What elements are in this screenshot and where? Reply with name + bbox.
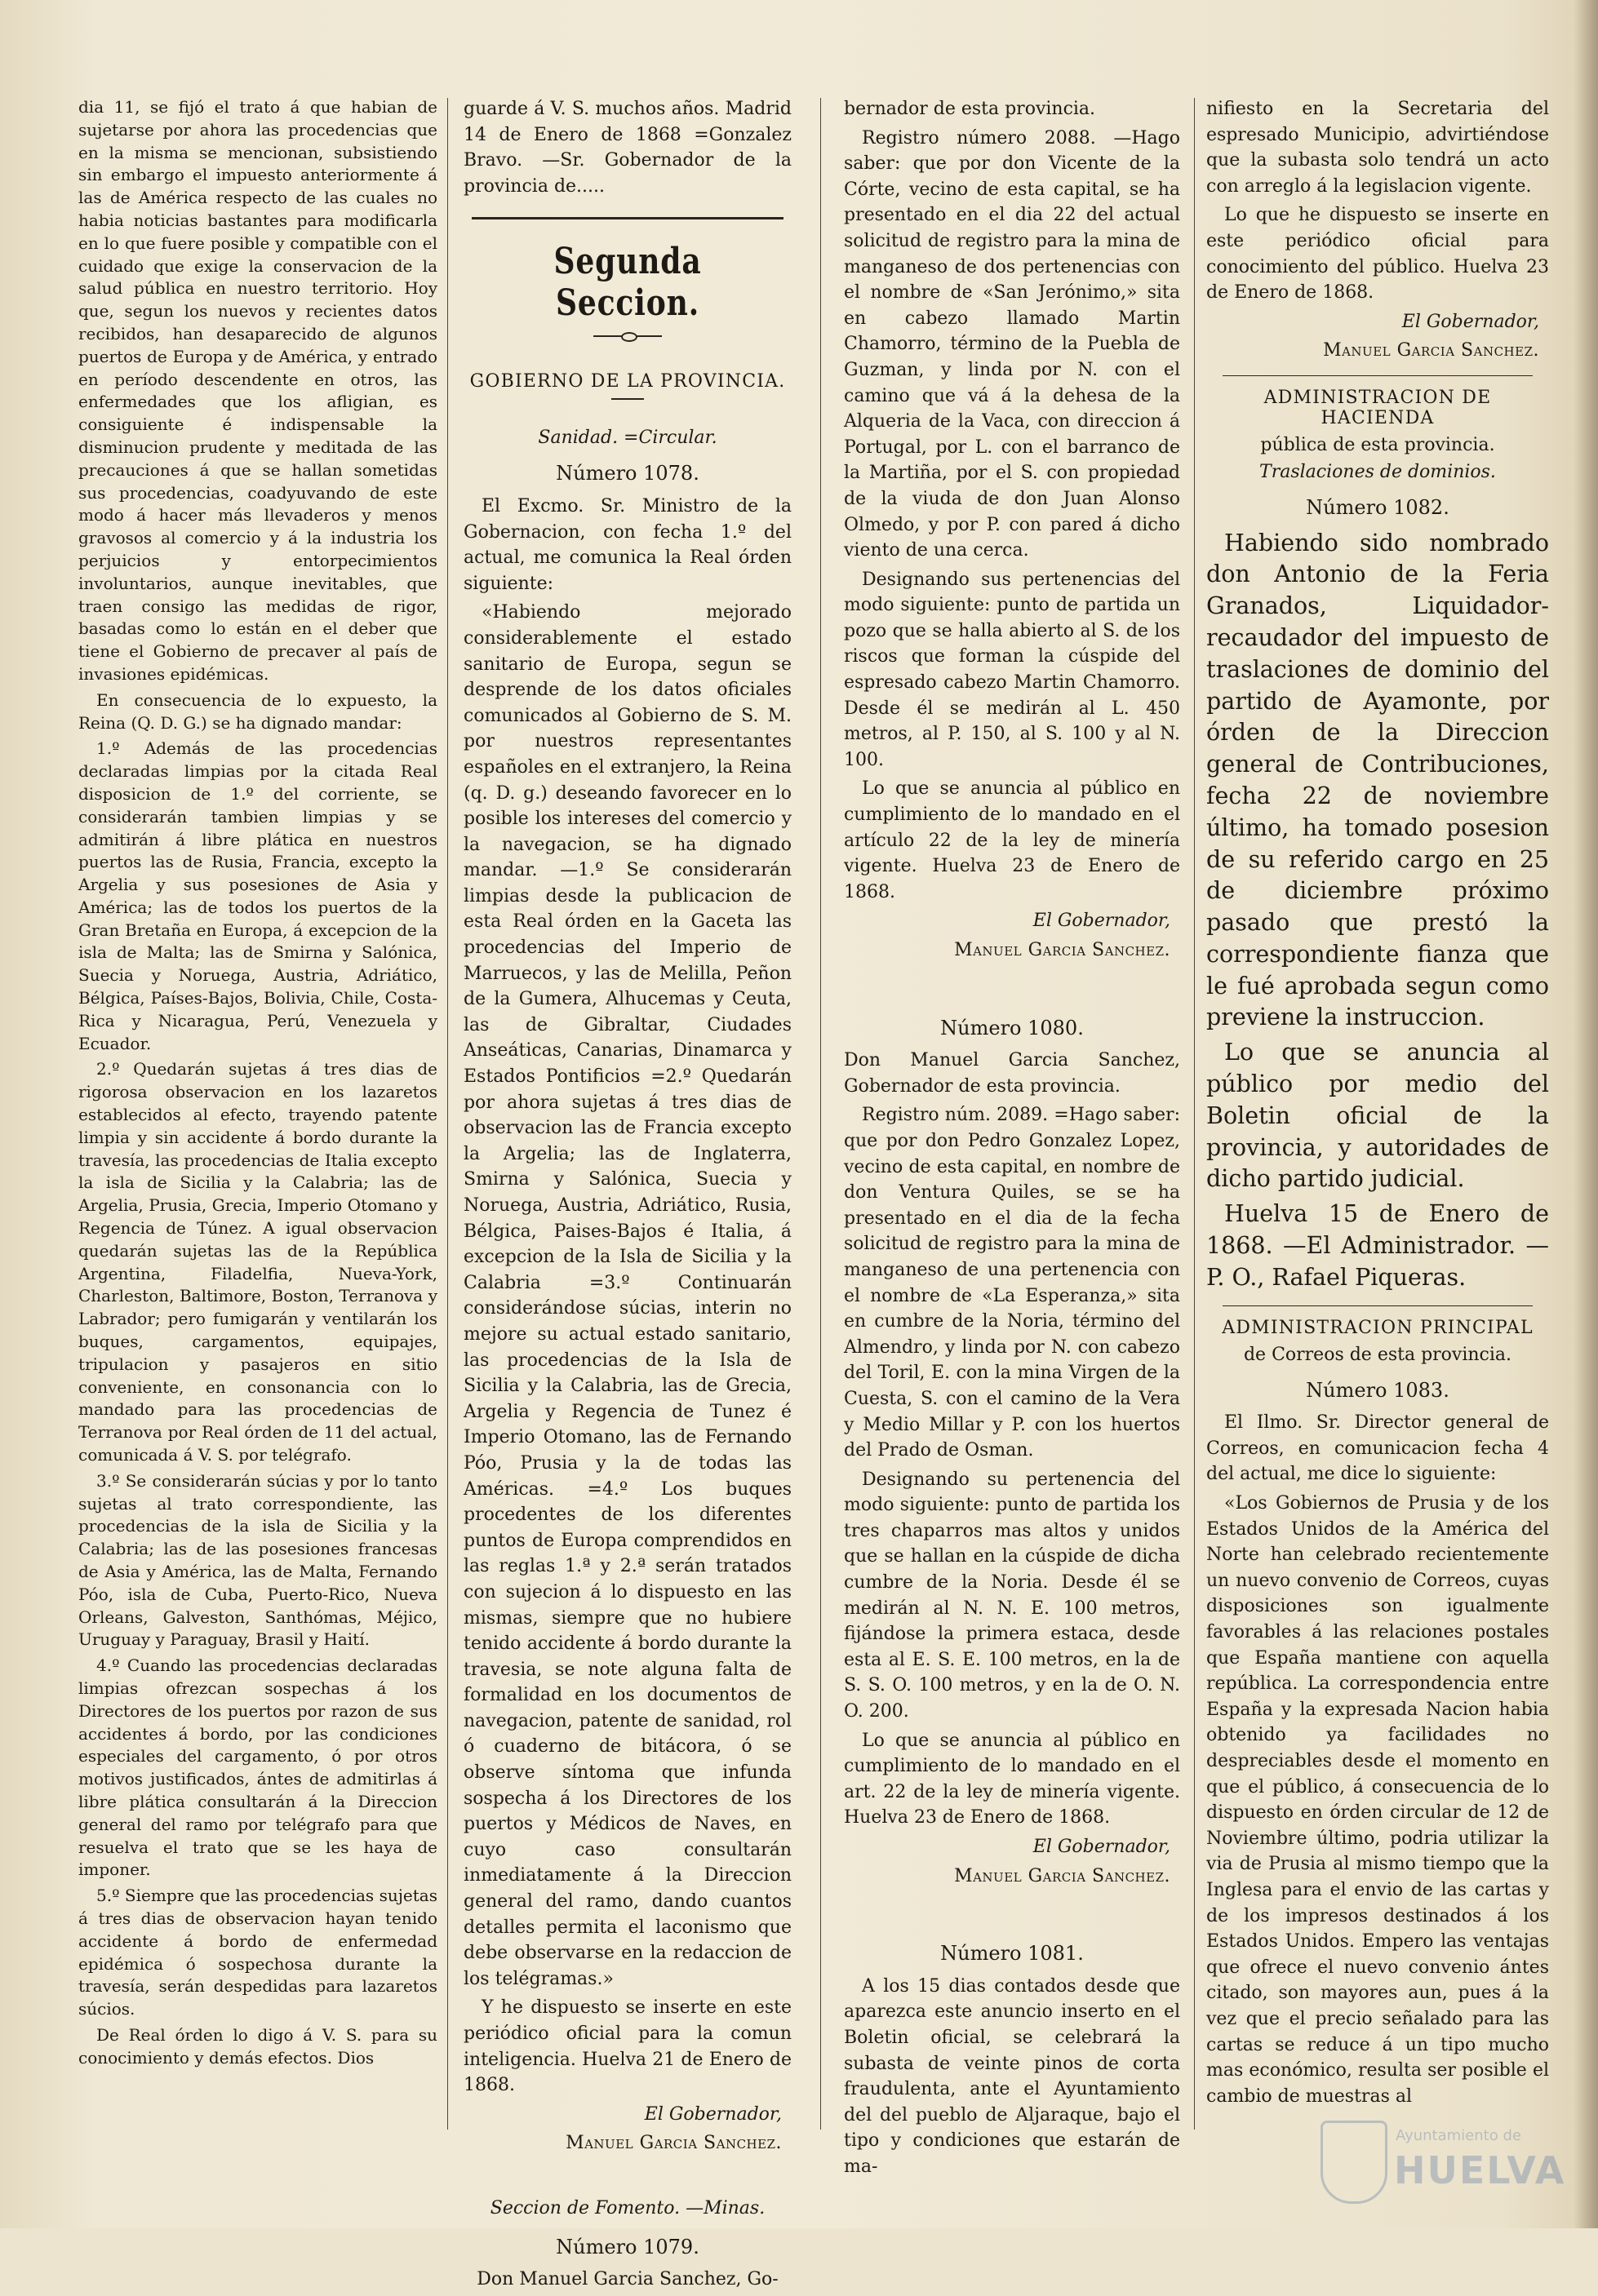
column-rule	[1194, 98, 1195, 2130]
coat-of-arms-icon	[1321, 2121, 1387, 2204]
column-3	[844, 96, 1180, 2183]
section-title: Segunda Seccion.	[553, 241, 702, 325]
archive-watermark	[1321, 2116, 1565, 2205]
paragraph: 4.º Cuando las procedencias declaradas limpias ofrezcan sospechas á los Directores de los puertos por razon de sus accidentes á bordo, por las condiciones especiales del cargamento, ó por otros motivos justificados, ántes de admitirlas á libre plática consultarán á la Direccion general del ramo por telégrafo para que resuelva el trato que se les haya de imponer.	[78, 1656, 437, 1880]
section-heading: GOBIERNO DE LA PROVINCIA.	[469, 371, 786, 392]
paragraph: nifiesto en la Secretaria del espresado Municipio, advirtiéndose que la subasta solo tendrá un acto con arreglo á la legislacion vigente.	[1206, 99, 1549, 197]
paragraph: El Excmo. Sr. Ministro de la Gobernacion, con fecha 1.º del actual, me comunica la Real órden siguiente:	[464, 495, 792, 594]
paragraph: Lo que se anuncia al público en cumplimiento de lo mandado en el artículo 22 de la ley de minería vigente. Huelva 23 de Enero de 1868.	[844, 778, 1180, 902]
paragraph: Designando su pertenencia del modo siguiente: punto de partida los tres chaparros mas altos y unidos que se hallan en la cúspide de dicha cumbre de la Noria. Desde él se medirán al N. N. E. 100 metros, fijándose la primera estaca, desde esta al E. S. E. 100 metros, en la de S. S. O. 100 metros, y en la de O. N. O. 200.	[844, 1469, 1180, 1722]
paragraph: El Ilmo. Sr. Director general de Correos, en comunicacion fecha 4 del actual, me dice lo siguiente:	[1206, 1412, 1549, 1485]
column-rule	[447, 98, 448, 2130]
watermark-title: HUELVA	[1394, 2148, 1566, 2192]
section-divider	[1223, 1305, 1533, 1306]
paragraph: En consecuencia de lo expuesto, la Reina (Q. D. G.) se ha dignado mandar:	[78, 689, 437, 733]
paragraph: Registro núm. 2089. =Hago saber: que por don Pedro Gonzalez Lopez, vecino de esta capital, en nombre de don Ventura Quiles, se se ha presentado en el dia de la fecha solicitud de registro para la mina de manganeso de una pertenencia con el nombre de «La Esperanza,» sita en cumbre de la Noria, término del Almendro, y linda por N. con cabezo del Toril, E. con la mina Virgen de la Cuesta, S. con el camino de la Vera y Medio Millar y P. con los huertos del Prado de Osman.	[844, 1105, 1180, 1461]
notice-number: Número 1078.	[556, 462, 699, 485]
notice-number: Número 1079.	[556, 2235, 699, 2258]
signature-title: El Gobernador,	[1401, 311, 1539, 332]
column-rule	[820, 98, 821, 2130]
notice-number: Número 1081.	[940, 1942, 1084, 1966]
signature-title: El Gobernador,	[1032, 911, 1170, 932]
signature-title: El Gobernador,	[644, 2103, 782, 2125]
column-2	[464, 96, 792, 2296]
paragraph: «Habiendo mejorado considerablemente el estado sanitario de Europa, segun se desprende de los datos oficiales comunicados al Gobierno de S. M. por nuestros representantes españoles en el extranjero, la Reina (q. D. g.) deseando favorecer en lo posible los intereses del comercio y la navegacion, se ha dignado mandar. —1.º Se considerarán limpias desde la publicacion de esta Real órden en la Gaceta las procedencias del Imperio de Marruecos, y las de Melilla, Peñon de la Gumera, Alhucemas y Ceuta, las de Gibraltar, Ciudades Anseáticas, Canarias, Dinamarca y Estados Pontificios =2.º Quedarán por ahora sujetas á tres dias de observacion las de Francia excepto la Argelia; las de Inglaterra, Smirna y Salónica, Suecia y Noruega, Austria, Adriático, Rusia, Bélgica, Paises-Bajos é Italia, á excepcion de la Isla de Sicilia y la Calabria =3.º Continuarán considerándose súcias, interin no mejore su actual estado sanitario, las procedencias de la Isla de Sicilia y la Calabria, las de Grecia, Argelia y Regencia de Tunez é Imperio Otomano, las de Fernando Póo, Prusia y la de todas las Américas. =4.º Los buques procedentes de los diferentes puntos de Europa comprendidos en las reglas 1.ª y 2.ª serán tratados con sujecion á lo dispuesto en las mismas, siempre que no hubiere tenido accidente á bordo durante la travesia, se note alguna falta de formalidad en los documentos de navegacion, patente de sanidad, rol ó cuaderno de bitácora, ó se observe síntoma que infunda sospecha á los Directores de los puertos y Médicos de Naves, en cuyo caso consultarán inmediatamente á la Direccion general del ramo, dando cuantos detalles permita el laconismo que debe observarse en la redaccion de los telégramas.»	[464, 602, 792, 1989]
paragraph: 2.º Quedarán sujetas á tres dias de rigorosa observacion en los lazaretos establecidos al efecto, trayendo patente limpia y sin accidente á bordo durante la travesía, las procedencias de Italia excepto la isla de Sicilia y la Calabria; las de Argelia, Prusia, Grecia, Imperio Otomano y Regencia de Túnez. A igual observacion quedarán sujetas las de la República Argentina, Filadelfia, Nueva-York, Charleston, Baltimore, Boston, Terranova y Labrador; pero fumigarán y ventilarán los buques, cargamentos, equipajes, tripulacion y pasajeros en sitio conveniente, en consonancia con lo mandado para las procedencias de Terranova por Real órden de 11 del actual, comunicada á V. S. por telégrafo.	[78, 1059, 437, 1465]
paragraph: guarde á V. S. muchos años. Madrid 14 de Enero de 1868 =Gonzalez Bravo. —Sr. Gobernador de la provincia de.....	[464, 99, 792, 197]
page-edge-shadow	[1574, 0, 1598, 2228]
paragraph: A los 15 dias contados desde que aparezca este anuncio inserto en el Boletin oficial, se celebrará la subasta de veinte pinos de corta fraudulenta, ante el Ayuntamiento del del pueblo de Aljaraque, bajo el tipo y condiciones que estarán de ma-	[844, 1975, 1180, 2177]
notice-number: Número 1080.	[940, 1016, 1084, 1039]
paragraph: «Los Gobiernos de Prusia y de los Estados Unidos de la América del Norte han celebrado recientemente un nuevo convenio de Correos, cuyas disposiciones son igualmente favorables á las relaciones postales que España mantiene con aquella república. La correspondencia entre España y la expresada Nacion habia obtenido ya facilidades no despreciables desde el momento en que el público, á consecuencia de lo dispuesto en órden circular de 12 de Noviembre último, podria utilizar la via de Prusia al mismo tiempo que la Inglesa para el envio de las cartas y de los impresos destinados á los Estados Unidos. Empero las ventajas que ofrece el nuevo convenio ántes citado, son mayores aun, pues á la vez que el precio señalado para las cartas se reduce á un tipo mucho mas económico, resulta ser posible el cambio de muestras al	[1206, 1493, 1549, 2107]
subheading: de Correos de esta provincia.	[1243, 1344, 1512, 1365]
column-1	[78, 96, 437, 2073]
paragraph: Don Manuel Garcia Sanchez, Go-	[477, 2269, 779, 2290]
paragraph: Lo que he dispuesto se inserte en este periódico oficial para conocimiento del público. Huelva 23 de Enero de 1868.	[1206, 205, 1549, 304]
paragraph: 5.º Siempre que las procedencias sujetas á tres dias de observacion hayan tenido accidente á bordo de enfermedad epidémica ó sospechosa durante la travesía, serán despedidas para lazaretos súcios.	[78, 1886, 437, 2019]
subheading: Traslaciones de dominios.	[1259, 461, 1496, 482]
paragraph: dia 11, se fijó el trato á que habian de sujetarse por ahora las procedencias que en la misma se mencionan, subsistiendo sin embargo el impuesto anteriormente á las de América respecto de las cuales no habia noticias bastantes para modificarla en lo que fuere posible y compatible con el cuidado que exige la conservacion de la salud pública en nuestro territorio. Hoy que, segun los nuevos y recientes datos recibidos, han desaparecido de algunos puertos de Europa y de América, y entrado en período descendente en otros, las enfermedades que los afligian, es consiguiente é indispensable la disminucion prudente y meditada de las precauciones á que se hallan sometidas sus procedencias, coadyuvando de este modo á hacer más llevaderos y menos gravosos al comercio y á la industria los perjuicios y entorpecimientos involuntarios, aunque inevitables, que traen consigo las medidas de rigor, basadas como lo están en el deber que tiene el Gobierno de precaver al país de invasiones epidémicas.	[78, 97, 437, 684]
short-divider	[611, 398, 644, 400]
paragraph: Habiendo sido nombrado don Antonio de la Feria Granados, Liquidador-recaudador del impuesto de traslaciones de dominio del partido de Ayamonte, por órden de la Direccion general de Contribuciones, fecha 22 de noviembre último, ha tomado posesion de su referido cargo en 25 de diciembre próximo pasado que prestó la correspondiente fianza que le fué aprobada segun como previene la instruccion.	[1206, 529, 1549, 1031]
section-divider	[1223, 375, 1533, 376]
paragraph: Designando sus pertenencias del modo siguiente: punto de partida un pozo que se halla abierto al S. de los riscos que forman la cúspide del espresado cabezo Martin Chamorro. Desde él se medirán al L. 450 metros, al P. 150, al S. 100 y al N. 100.	[844, 569, 1180, 770]
column-4	[1206, 96, 1549, 2112]
signature-name: Manuel Garcia Sanchez.	[566, 2133, 782, 2154]
section-divider	[472, 217, 783, 219]
paragraph: Lo que se anuncia al público en cumplimiento de lo mandado en el art. 22 de la ley de minería vigente. Huelva 23 de Enero de 1868.	[844, 1730, 1180, 1828]
paragraph: Registro número 2088. —Hago saber: que por don Vicente de la Córte, vecino de esta capital, se ha presentado en el dia 22 del actual solicitud de registro para la mina de manganeso de dos pertenencias con el nombre de «San Jerónimo,» sita en cabezo llamado Martin Chamorro, término de la Puebla de Guzman, y linda por N. con el camino que vá á la dehesa de la Alqueria de la Vaca, con direccion á Portugal, por L. con el barranco de la Martiña, por el S. con propiedad de la viuda de don Juan Alonso Olmedo, y por P. con pared á dicho viento de una cerca.	[844, 127, 1180, 561]
signature-name: Manuel Garcia Sanchez.	[954, 940, 1170, 960]
paragraph: Y he dispuesto se inserte en este periódico oficial para la comun inteligencia. Huelva 21 de Enero de 1868.	[464, 1997, 792, 2096]
paragraph: De Real órden lo digo á V. S. para su conocimiento y demás efectos. Dios	[78, 2024, 437, 2068]
section-heading: ADMINISTRACION DE HACIENDA	[1263, 387, 1492, 428]
signature-name: Manuel Garcia Sanchez.	[954, 1865, 1170, 1886]
paragraph: Lo que se anuncia al público por medio del Boletin oficial de la provincia, y autoridades de dicho partido judicial.	[1206, 1039, 1549, 1193]
subheading: pública de esta provincia.	[1260, 434, 1495, 455]
paragraph: 1.º Además de las procedencias declaradas limpias por la citada Real disposicion de 1.º del corriente, se considerarán tambien limpias y se admitirán á libre plática en nuestros puertos las de Rusia, Francia, excepto la Argelia y sus posesiones de Asia y América; las de todos los puertos de la Gran Bretaña en Europa, á excepcion de la isla de Malta; las de Smirna y Salónica, Suecia y Noruega, Austria, Adriático, Bélgica, Países-Bajos, Bolivia, Chile, Costa-Rica y Nicaragua, Perú, Venezuela y Ecuador.	[78, 738, 437, 1053]
paragraph: Don Manuel Garcia Sanchez, Gobernador de esta provincia.	[844, 1050, 1180, 1097]
ornament-divider	[593, 332, 662, 340]
paragraph: 3.º Se considerarán súcias y por lo tanto sujetas al trato correspondiente, las procedencias de la isla de Sicilia y la Calabria; las de las posesiones francesas de Asia y América, las de Malta, Fernando Póo, isla de Cuba, Puerto-Rico, Nueva Orleans, Galveston, Santhómas, Méjico, Uruguay y Paraguay, Brasil y Haití.	[78, 1470, 437, 1650]
section-heading: ADMINISTRACION PRINCIPAL	[1222, 1317, 1534, 1338]
watermark-label: Ayuntamiento de	[1396, 2127, 1521, 2144]
subheading: Sanidad. =Circular.	[538, 428, 717, 449]
notice-number: Número 1082.	[1306, 495, 1449, 519]
notice-number: Número 1083.	[1306, 1378, 1449, 1402]
paragraph: Huelva 15 de Enero de 1868. —El Administrador. — P. O., Rafael Piqueras.	[1206, 1200, 1549, 1291]
paragraph: bernador de esta provincia.	[844, 99, 1096, 119]
signature-name: Manuel Garcia Sanchez.	[1323, 340, 1539, 361]
signature-title: El Gobernador,	[1032, 1837, 1170, 1857]
subheading: Seccion de Fomento. —Minas.	[490, 2197, 766, 2218]
